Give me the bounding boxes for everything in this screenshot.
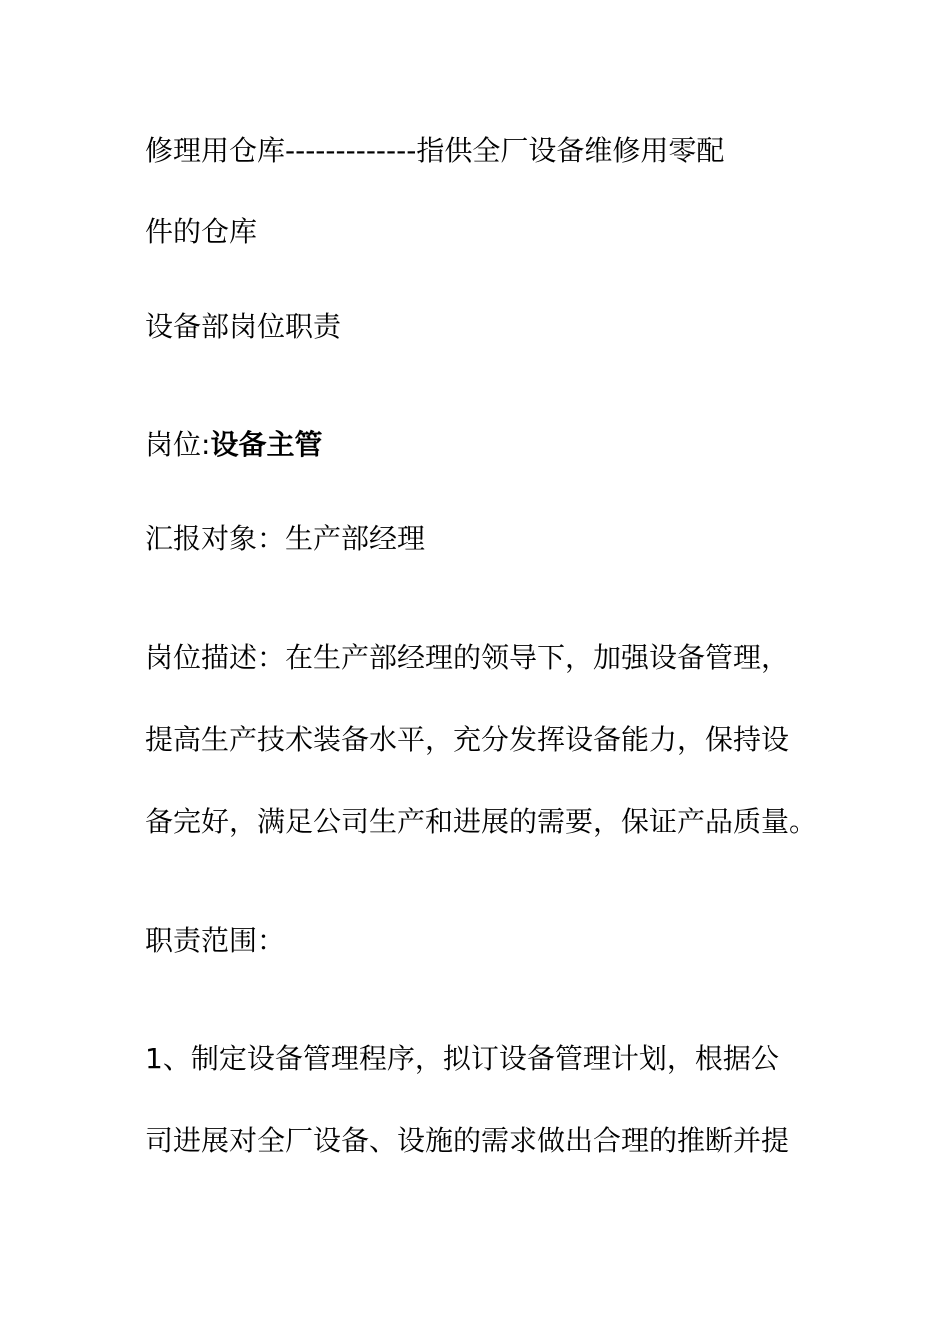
position-value: 设备主管: [210, 428, 323, 461]
position-line: [145, 425, 322, 465]
position-label: 岗位:: [145, 428, 211, 461]
scope-item-1-line-1: 1、制定设备管理程序，拟订设备管理计划，根据公: [145, 1042, 779, 1075]
text-line-warehouse: 修理用仓库-------------指供全厂设备维修用零配: [145, 134, 725, 167]
section-heading-duties: 设备部岗位职责: [145, 310, 342, 343]
description-line-1: 岗位描述：在生产部经理的领导下，加强设备管理，: [145, 641, 790, 674]
text-line-warehouse-cont: 件的仓库: [145, 215, 258, 248]
description-line-3: 备完好，满足公司生产和进展的需要，保证产品质量。: [145, 805, 818, 838]
scope-item-1-line-2: 司进展对全厂设备、设施的需求做出合理的推断并提: [145, 1124, 790, 1157]
description-line-2: 提高生产技术装备水平，充分发挥设备能力，保持设: [145, 723, 790, 756]
report-to-line: 汇报对象：生产部经理: [145, 522, 426, 555]
scope-heading: 职责范围：: [145, 924, 286, 957]
